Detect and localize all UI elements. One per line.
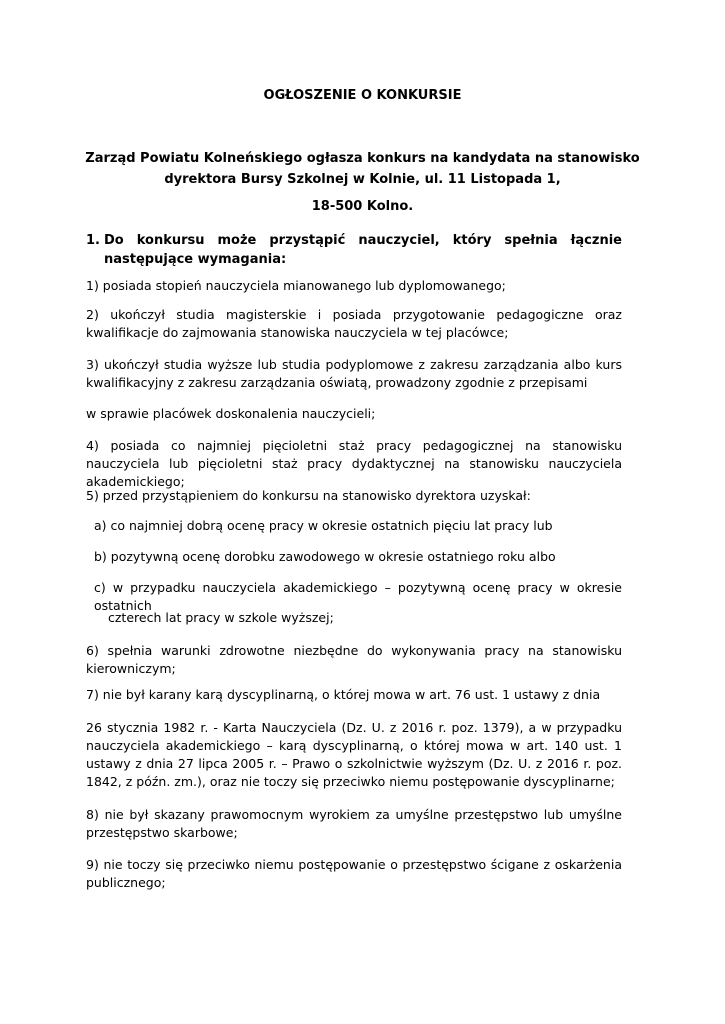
requirement-item-6: 6) spełnia warunki zdrowotne niezbędne do wykonywania pracy na stanowisku kierowniczym; [86, 643, 622, 676]
requirement-item-2: 2) ukończył studia magisterskie i posiada przygotowanie pedagogiczne oraz kwalifikacje do zajmowania stanowiska nauczyciela w tej placówce; [86, 307, 622, 340]
requirement-item-5b: b) pozytywną ocenę dorobku zawodowego w okresie ostatniego roku albo [94, 549, 556, 564]
requirement-item-8: 8) nie był skazany prawomocnym wyrokiem za umyślne przestępstwo lub umyślne przestępstwo skarbowe; [86, 807, 622, 840]
requirement-item-5c: c) w przypadku nauczyciela akademickiego – pozytywną ocenę pracy w okresie ostatnich [94, 580, 622, 613]
intro-address: 18-500 Kolno. [311, 199, 414, 214]
section-heading-text: Do konkursu może przystąpić nauczyciel, który spełnia łącznie następujące wymagania: [104, 233, 622, 267]
requirement-item-5a: a) co najmniej dobrą ocenę pracy w okresie ostatnich pięciu lat pracy lub [94, 518, 553, 533]
requirement-item-5c-continuation: czterech lat pracy w szkole wyższej; [108, 610, 334, 625]
section-heading [86, 231, 622, 269]
intro-paragraph: Zarząd Powiatu Kolneńskiego ogłasza konkurs na kandydata na stanowisko dyrektora Bursy Szkolnej w Kolnie, ul. 11 Listopada 1, [85, 151, 640, 187]
document-title: OGŁOSZENIE O KONKURSIE [263, 88, 462, 103]
requirement-item-3: 3) ukończył studia wyższe lub studia podyplomowe z zakresu zarządzania albo kurs kwalifikacyjny z zakresu zarządzania oświatą, prowadzony zgodnie z przepisami [86, 357, 622, 390]
requirement-item-3-continuation: w sprawie placówek doskonalenia nauczycieli; [86, 406, 376, 421]
requirement-item-4: 4) posiada co najmniej pięcioletni staż pracy pedagogicznej na stanowisku nauczyciela lub pięcioletni staż pracy dydaktycznej na stanowisku nauczyciela akademickiego; [86, 438, 622, 489]
requirement-item-9: 9) nie toczy się przeciwko niemu postępowanie o przestępstwo ścigane z oskarżenia publicznego; [86, 857, 622, 890]
requirement-item-1: 1) posiada stopień nauczyciela mianowanego lub dyplomowanego; [86, 278, 506, 293]
requirement-item-7-continuation: 26 stycznia 1982 r. - Karta Nauczyciela (Dz. U. z 2016 r. poz. 1379), a w przypadku nauczyciela akademickiego – karą dyscyplinarną, o której mowa w art. 140 ust. 1 ustawy z dnia 27 lipca 2005 r. – Prawo o szkolnictwie wyższym (Dz. U. z 2016 r. poz. 1842, z późn. zm.), oraz nie toczy się przeciwko niemu postępowanie dyscyplinarne; [86, 720, 622, 789]
requirement-item-5: 5) przed przystąpieniem do konkursu na stanowisko dyrektora uzyskał: [86, 488, 531, 503]
section-number: 1. [86, 233, 100, 248]
requirement-item-7: 7) nie był karany karą dyscyplinarną, o której mowa w art. 76 ust. 1 ustawy z dnia [86, 687, 601, 702]
